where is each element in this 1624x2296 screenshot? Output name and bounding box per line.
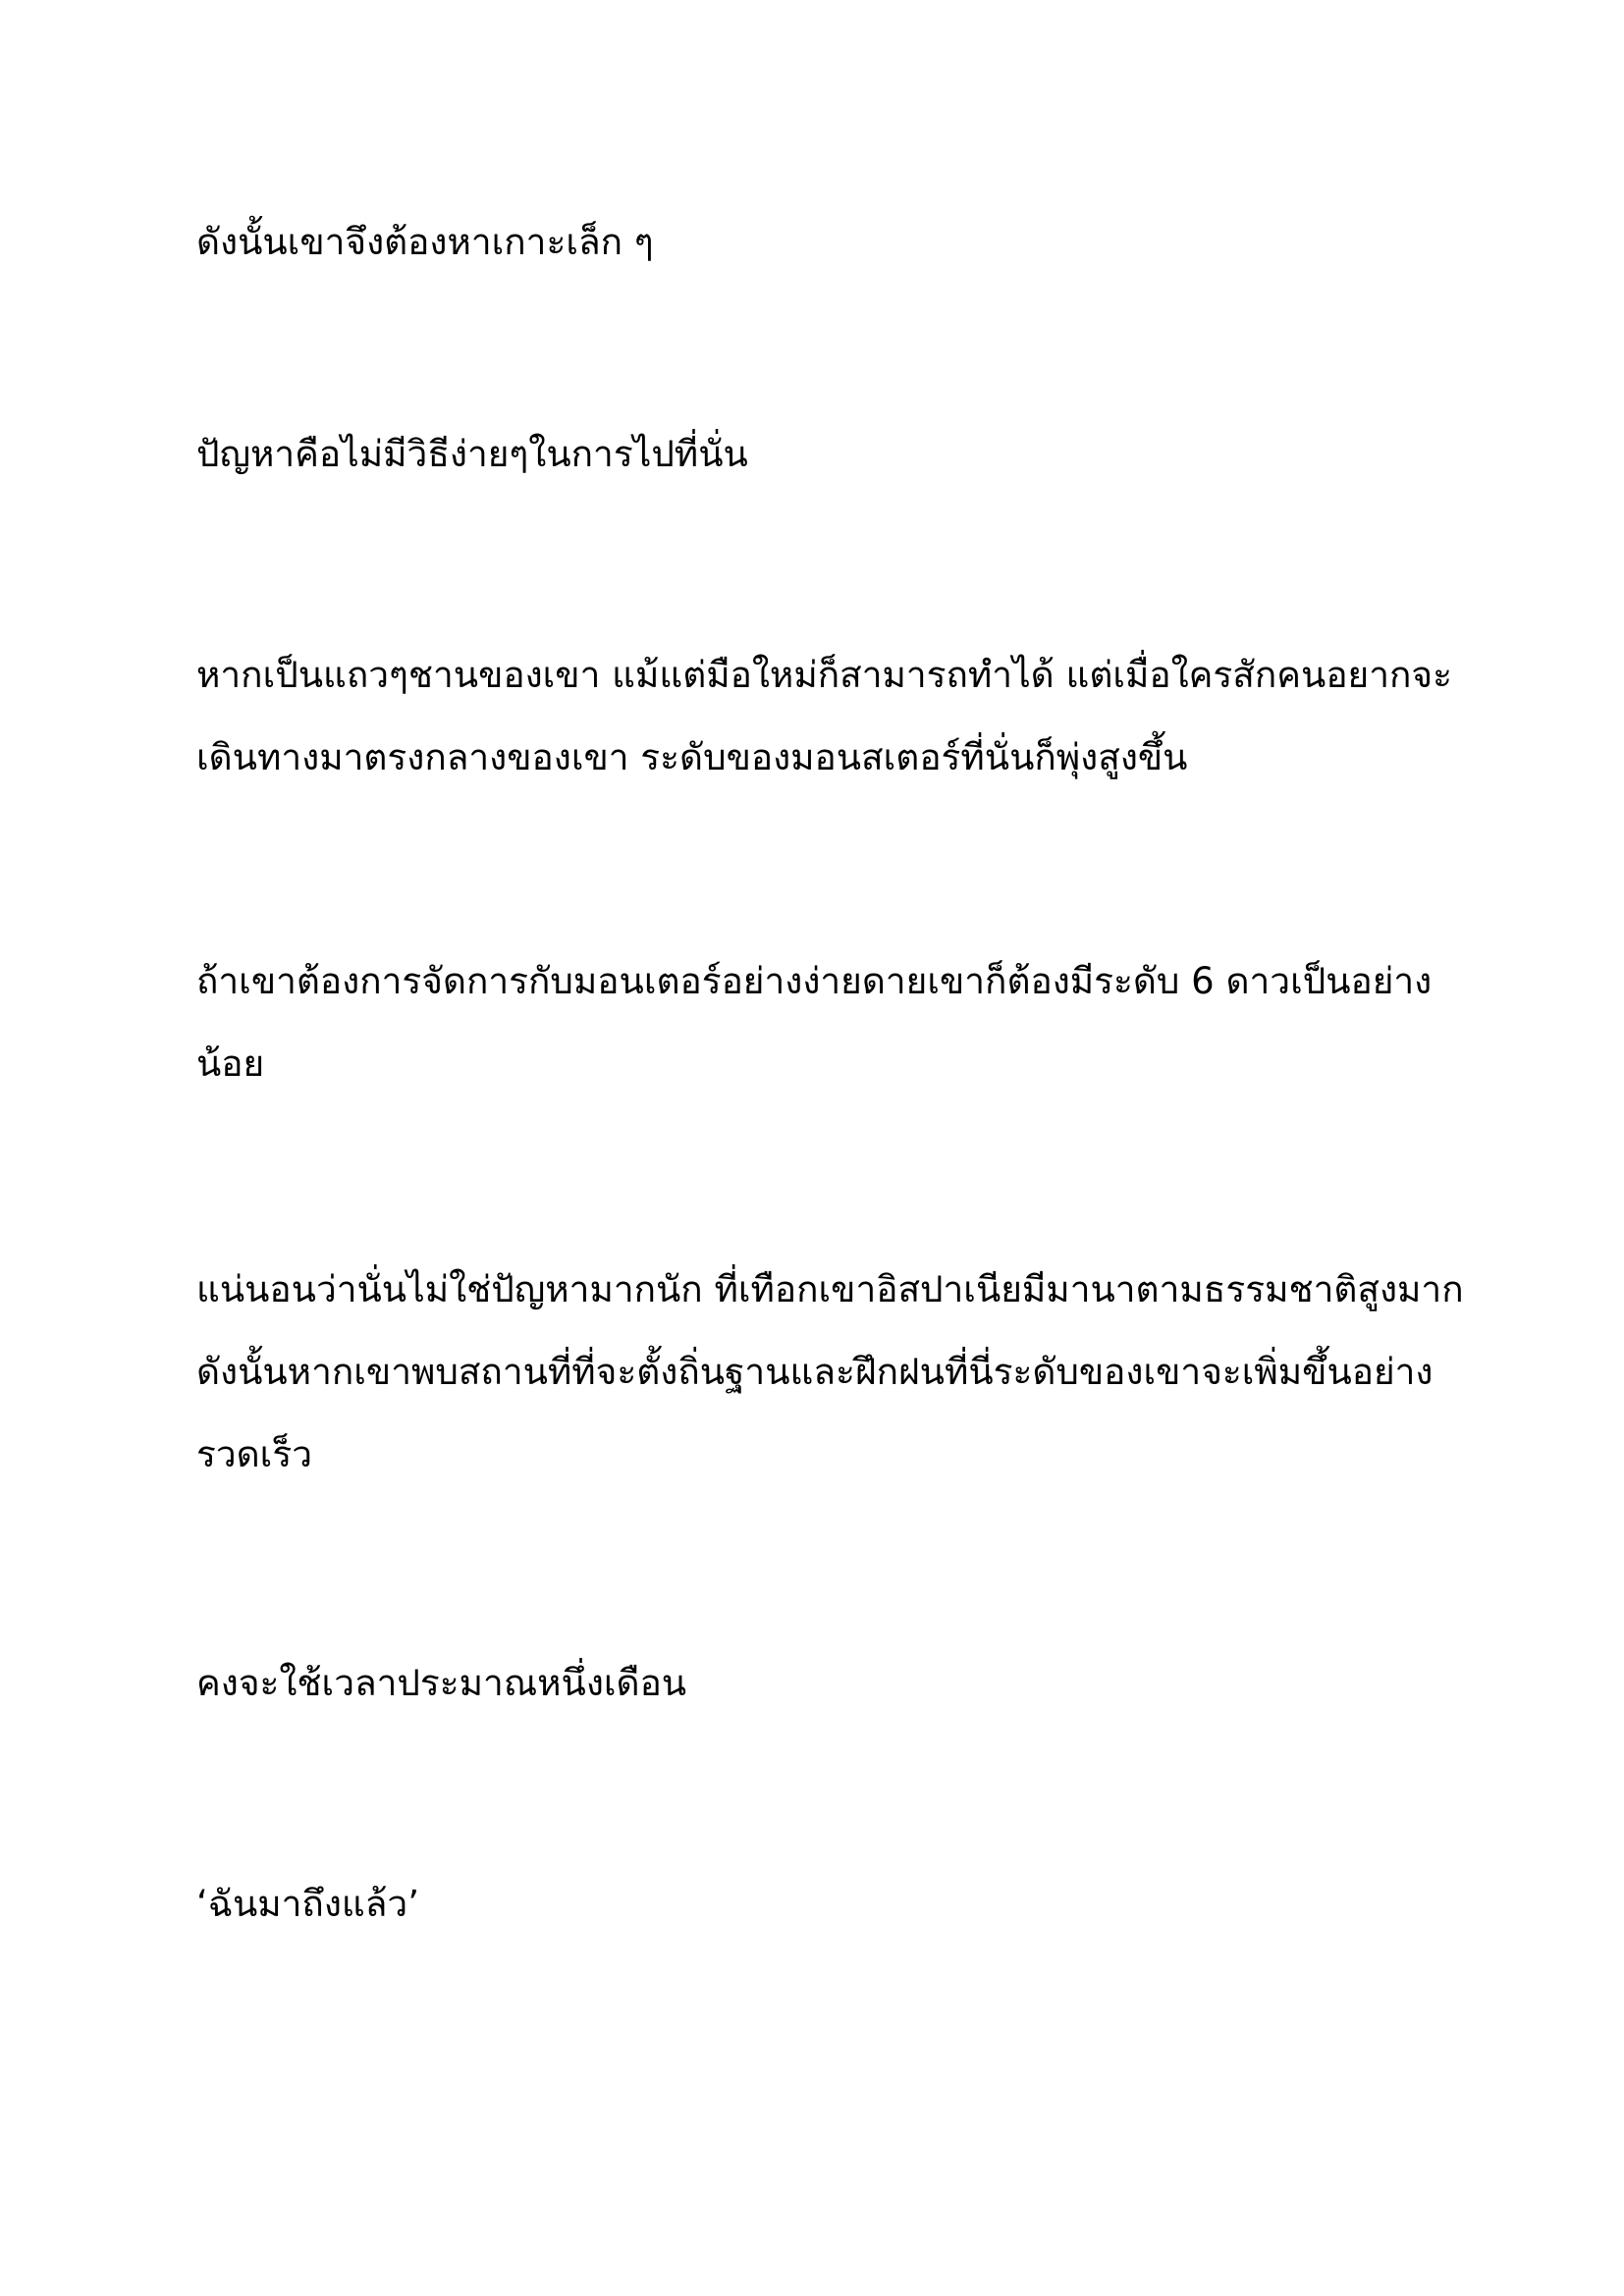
paragraph-3 bbox=[196, 634, 1473, 799]
paragraph-line: ปัญหาคือไม่มีวิธีง่ายๆในการไปที่นั่น bbox=[196, 433, 748, 475]
paragraph-line: รวดเร็ว bbox=[196, 1433, 312, 1475]
paragraph-line: แน่นอนว่านั่นไม่ใช่ปัญหามากนัก ที่เทือกเขาอิสปาเนียมีมานาตามธรรมชาติสูงมาก bbox=[196, 1268, 1464, 1310]
paragraph-4 bbox=[196, 940, 1473, 1105]
paragraph-line: คงจะใช้เวลาประมาณหนึ่งเดือน bbox=[196, 1662, 687, 1704]
paragraph-line: ดังนั้นหากเขาพบสถานที่ที่จะตั้งถิ่นฐานและฝึกฝนที่นี่ระดับของเขาจะเพิ่มขึ้นอย่าง bbox=[196, 1351, 1434, 1393]
paragraph-6 bbox=[196, 1642, 1473, 1725]
paragraph-line: ‘ฉันมาถึงแล้ว’ bbox=[196, 1883, 419, 1925]
paragraph-line: ดังนั้นเขาจึงต้องหาเกาะเล็ก ๆ bbox=[196, 221, 654, 263]
paragraph-2 bbox=[196, 413, 1473, 496]
paragraph-line: หากเป็นแถวๆชานของเขา แม้แต่มือใหม่ก็สามารถทำได้ แต่เมื่อใครสักคนอยากจะ bbox=[196, 654, 1452, 696]
paragraph-line: น้อย bbox=[196, 1042, 265, 1085]
paragraph-5 bbox=[196, 1249, 1473, 1496]
paragraph-7 bbox=[196, 1863, 1473, 1946]
paragraph-line: เดินทางมาตรงกลางของเขา ระดับของมอนสเตอร์ที่นั่นก็พุ่งสูงขึ้น bbox=[196, 736, 1188, 778]
paragraph-1 bbox=[196, 201, 1473, 284]
paragraph-line: ถ้าเขาต้องการจัดการกับมอนเตอร์อย่างง่ายดายเขาก็ต้องมีระดับ 6 ดาวเป็นอย่าง bbox=[196, 960, 1433, 1002]
